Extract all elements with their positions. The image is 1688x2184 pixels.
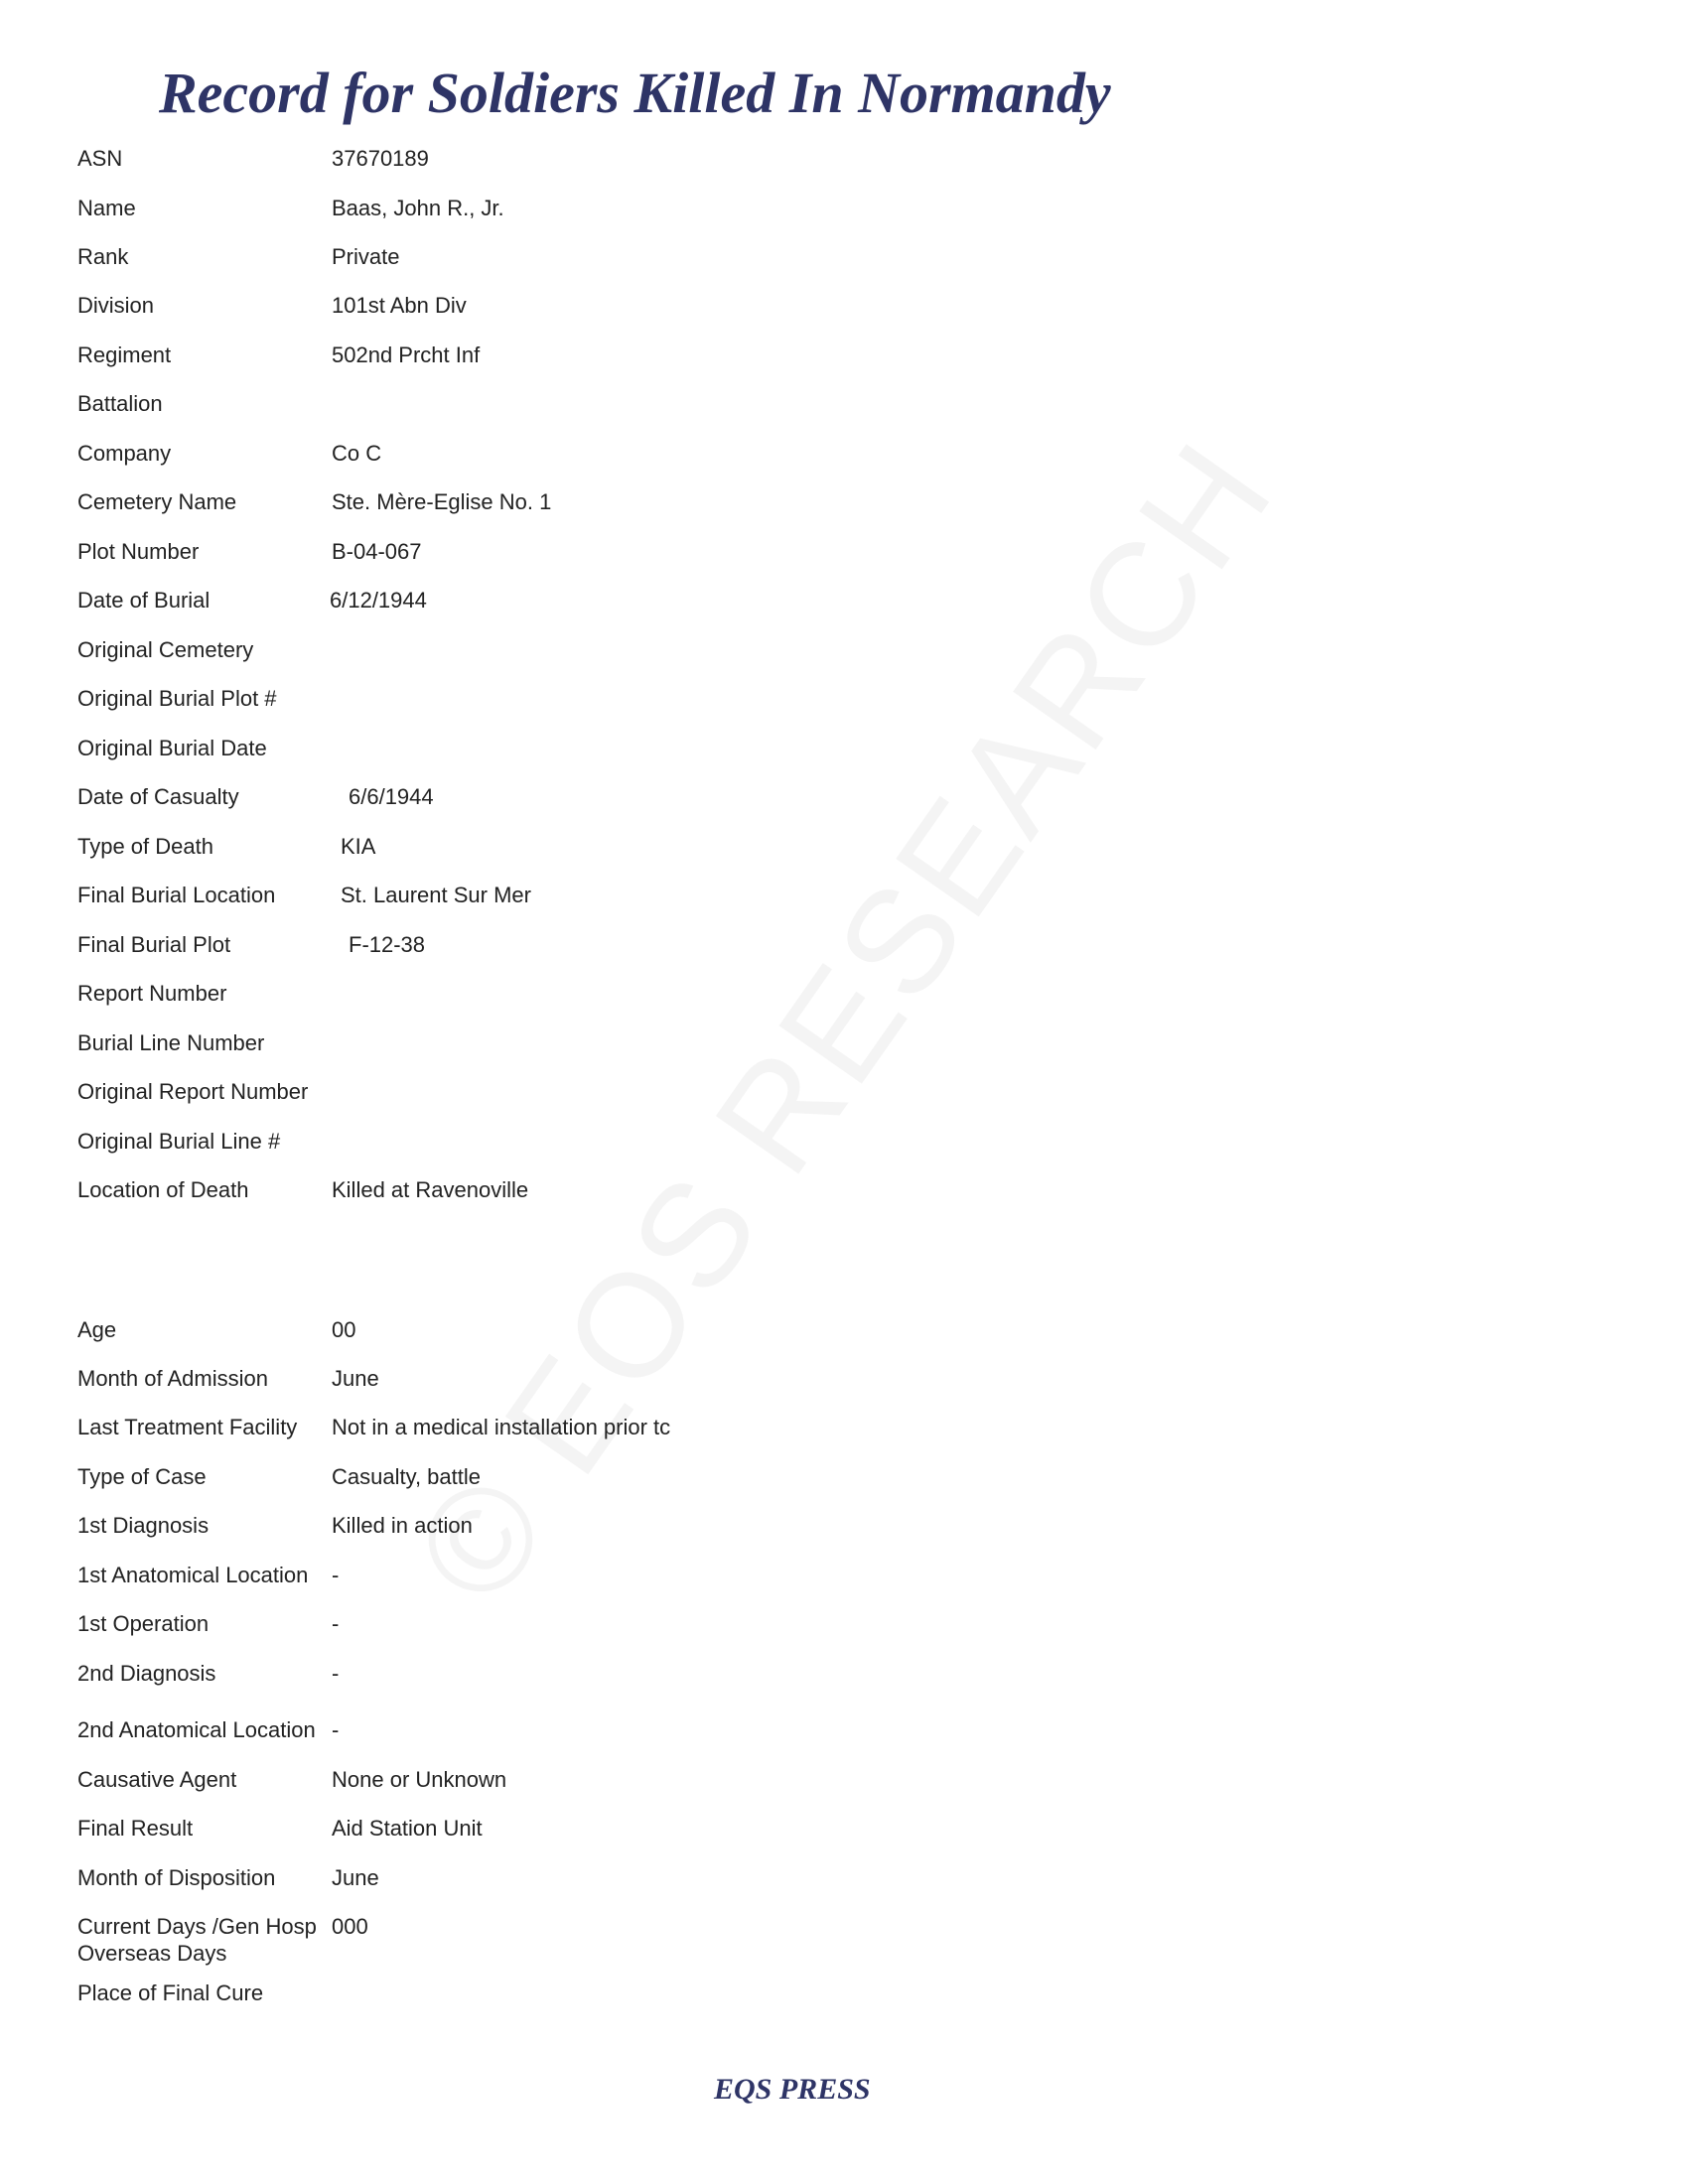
- field-label: Final Result: [77, 1816, 194, 1841]
- field-label: Causative Agent: [77, 1767, 237, 1792]
- field-label: Battalion: [77, 391, 163, 416]
- field-value: None or Unknown: [332, 1767, 507, 1792]
- field-label: ASN: [77, 146, 123, 171]
- field-label: Original Cemetery: [77, 637, 254, 662]
- field-label: Final Burial Location: [77, 883, 276, 907]
- field-label: 1st Operation: [77, 1611, 210, 1636]
- field-label: Current Days /Gen Hosp: [77, 1914, 317, 1939]
- field-value: -: [332, 1563, 340, 1587]
- field-label: Last Treatment Facility: [77, 1415, 298, 1439]
- field-label: Type of Case: [77, 1464, 207, 1489]
- field-label: Regiment: [77, 342, 172, 367]
- field-value: 37670189: [332, 146, 429, 171]
- field-label-line2: Overseas Days: [77, 1941, 227, 1966]
- field-value: 101st Abn Div: [332, 293, 467, 318]
- page-title: Record for Soldiers Killed In Normandy: [159, 61, 1111, 125]
- field-label: Burial Line Number: [77, 1030, 265, 1055]
- field-label: 1st Anatomical Location: [77, 1563, 309, 1587]
- field-label: Rank: [77, 244, 129, 269]
- field-value: Killed in action: [332, 1513, 473, 1538]
- field-value: 00: [332, 1317, 356, 1342]
- field-label: Plot Number: [77, 539, 200, 564]
- field-label: Date of Casualty: [77, 784, 239, 809]
- field-label: Month of Admission: [77, 1366, 268, 1391]
- field-label: Original Burial Date: [77, 736, 267, 760]
- field-label: Division: [77, 293, 155, 318]
- field-value: 000: [332, 1914, 368, 1939]
- field-value: Casualty, battle: [332, 1464, 482, 1489]
- field-label: Location of Death: [77, 1177, 249, 1202]
- field-value: Aid Station Unit: [332, 1816, 483, 1841]
- field-label: Cemetery Name: [77, 489, 237, 514]
- field-value: Not in a medical installation prior tc: [332, 1415, 671, 1439]
- field-value: B-04-067: [332, 539, 422, 564]
- field-value: June: [332, 1865, 379, 1890]
- field-label: Name: [77, 196, 136, 220]
- field-label: Date of Burial: [77, 588, 211, 613]
- field-label: Place of Final Cure: [77, 1980, 264, 2005]
- field-label: Final Burial Plot: [77, 932, 231, 957]
- field-value: Baas, John R., Jr.: [332, 196, 504, 220]
- field-label: Month of Disposition: [77, 1865, 276, 1890]
- field-label: Original Report Number: [77, 1079, 309, 1104]
- field-value: Killed at Ravenoville: [332, 1177, 529, 1202]
- field-label: 2nd Diagnosis: [77, 1661, 216, 1686]
- field-label: 2nd Anatomical Location: [77, 1717, 316, 1742]
- field-value: June: [332, 1366, 379, 1391]
- field-value: 6/12/1944: [330, 588, 427, 613]
- field-value: 6/6/1944: [349, 784, 434, 809]
- watermark: [381, 412, 1307, 1633]
- field-value: St. Laurent Sur Mer: [341, 883, 531, 907]
- field-value: -: [332, 1611, 340, 1636]
- field-label: Original Burial Line #: [77, 1129, 281, 1154]
- field-label: Type of Death: [77, 834, 213, 859]
- field-value: Ste. Mère-Eglise No. 1: [332, 489, 552, 514]
- field-label: Report Number: [77, 981, 227, 1006]
- field-label: 1st Diagnosis: [77, 1513, 210, 1538]
- field-value: F-12-38: [349, 932, 426, 957]
- field-label: Original Burial Plot #: [77, 686, 277, 711]
- field-value: Private: [332, 244, 400, 269]
- field-label: Company: [77, 441, 172, 466]
- field-value: 502nd Prcht Inf: [332, 342, 481, 367]
- field-value: -: [332, 1661, 340, 1686]
- field-value: -: [332, 1717, 340, 1742]
- field-value: KIA: [341, 834, 376, 859]
- field-value: Co C: [332, 441, 382, 466]
- footer-brand: EQS PRESS: [714, 2073, 871, 2106]
- field-label: Age: [77, 1317, 117, 1342]
